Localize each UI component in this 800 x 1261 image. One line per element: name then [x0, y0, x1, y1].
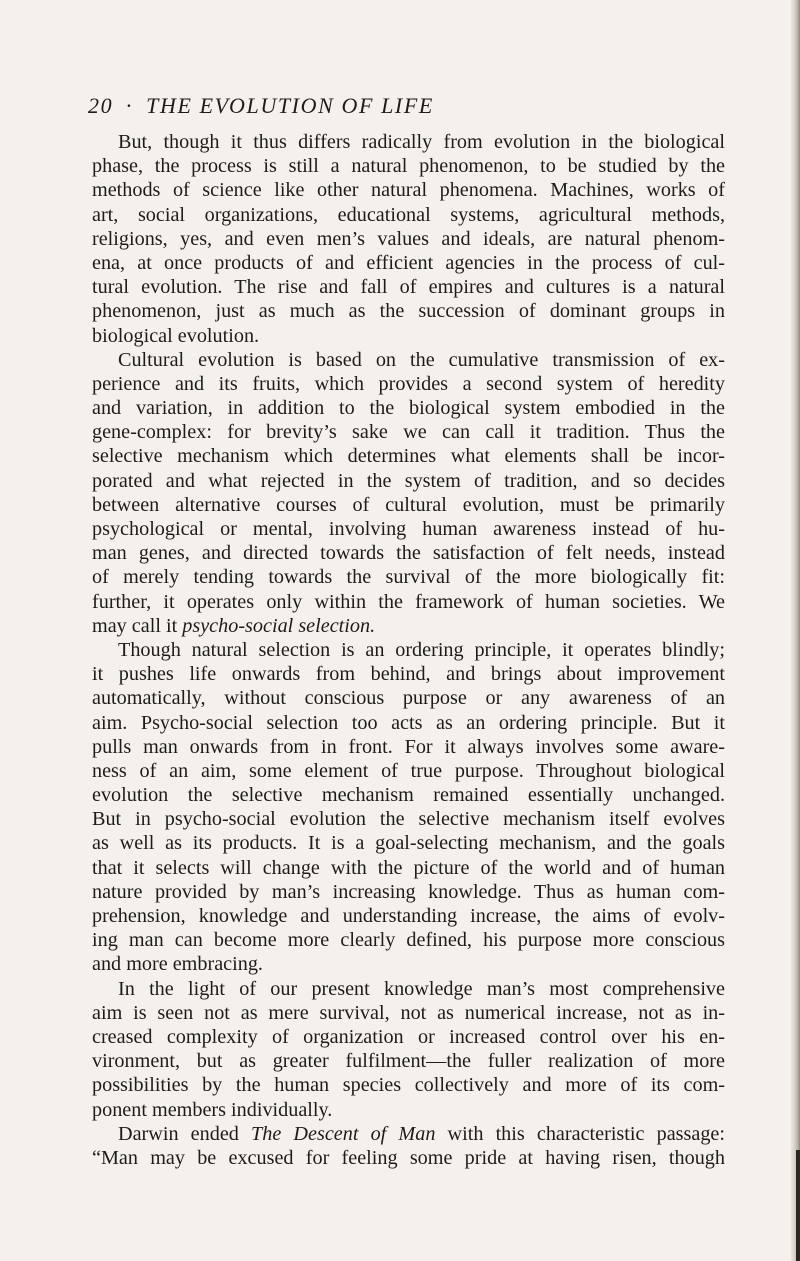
text-line: man genes, and directed towards the satisfaction of felt needs, instead — [92, 542, 725, 565]
text-line: ing man can become more clearly defined, his purpose more conscious — [92, 929, 725, 952]
text-line: phenomenon, just as much as the succession of dominant groups in — [92, 300, 725, 323]
text-line: that it selects will change with the picture of the world and of human — [92, 856, 725, 879]
text-line: porated and what rejected in the system of tradition, and so decides — [92, 469, 725, 492]
text-line: vironment, but as greater fulfilment—the fuller realization of more — [92, 1050, 725, 1073]
text-line: may call it psycho-social selection. — [92, 614, 376, 637]
page-number: 20 — [88, 93, 114, 118]
text-line: ponent members individually. — [92, 1098, 333, 1121]
italic-title: psycho-social selection. — [182, 614, 376, 637]
text-line: Cultural evolution is based on the cumulative transmission of ex- — [118, 348, 725, 371]
text-line: methods of science like other natural phenomena. Machines, works of — [92, 179, 725, 202]
text-line: religions, yes, and even men’s values and ideals, are natural phenom- — [92, 227, 725, 250]
running-header — [88, 93, 434, 119]
running-title: THE EVOLUTION OF LIFE — [146, 93, 434, 118]
text-line: pulls man onwards from in front. For it always involves some aware- — [92, 735, 725, 758]
text-line: as well as its products. It is a goal-selecting mechanism, and the goals — [92, 832, 725, 855]
text-line: phase, the process is still a natural phenomenon, to be studied by the — [92, 155, 725, 178]
text-line: Though natural selection is an ordering principle, it operates blindly; — [118, 638, 725, 661]
text-line: tural evolution. The rise and fall of empires and cultures is a natural — [92, 276, 725, 299]
text-line: biological evolution. — [92, 324, 260, 347]
text-line: possibilities by the human species collectively and more of its com- — [92, 1074, 725, 1097]
text-line: Darwin ended The Descent of Man with this characteristic passage: — [118, 1122, 725, 1145]
text-line: perience and its fruits, which provides a second system of heredity — [92, 372, 725, 395]
text-line: ness of an aim, some element of true purpose. Throughout biological — [92, 759, 725, 782]
text-line: “Man may be excused for feeling some pride at having risen, though — [92, 1146, 725, 1169]
page-edge-shadow — [796, 1150, 800, 1261]
text-line: selective mechanism which determines what elements shall be incor- — [92, 445, 725, 468]
text-line: between alternative courses of cultural evolution, must be primarily — [92, 493, 725, 516]
text-line: evolution the selective mechanism remained essentially unchanged. — [92, 784, 725, 807]
page-edge — [791, 0, 800, 1261]
text-line: art, social organizations, educational systems, agricultural methods, — [92, 203, 725, 226]
text-line: creased complexity of organization or increased control over his en- — [92, 1025, 725, 1048]
italic-title: The Descent of Man — [251, 1122, 436, 1145]
text-line: further, it operates only within the framework of human societies. We — [92, 590, 725, 613]
body-text — [92, 130, 725, 1170]
text-line: prehension, knowledge and understanding increase, the aims of evolv- — [92, 905, 725, 927]
text-line: and more embracing. — [92, 953, 263, 976]
text-line: it pushes life onwards from behind, and brings about improvement — [92, 663, 725, 686]
text-line: gene-complex: for brevity’s sake we can call it tradition. Thus the — [92, 421, 725, 444]
text-line: ena, at once products of and efficient agencies in the process of cul- — [92, 251, 725, 274]
text-line: aim. Psycho-social selection too acts as an ordering principle. But it — [92, 711, 725, 734]
text-line: psychological or mental, involving human awareness instead of hu- — [92, 518, 725, 540]
text-line: of merely tending towards the survival of the more biologically fit: — [92, 566, 725, 589]
text-line: and variation, in addition to the biological system embodied in the — [92, 397, 725, 420]
text-line: nature provided by man’s increasing knowledge. Thus as human com- — [92, 880, 725, 903]
text-line: In the light of our present knowledge man’s most comprehensive — [118, 977, 725, 1000]
header-separator: · — [125, 93, 135, 118]
text-line: But, though it thus differs radically from evolution in the biological — [118, 131, 725, 153]
text-line: automatically, without conscious purpose or any awareness of an — [92, 687, 725, 710]
text-line: aim is seen not as mere survival, not as numerical increase, not as in- — [92, 1001, 725, 1024]
text-line: But in psycho-social evolution the selective mechanism itself evolves — [92, 808, 725, 831]
